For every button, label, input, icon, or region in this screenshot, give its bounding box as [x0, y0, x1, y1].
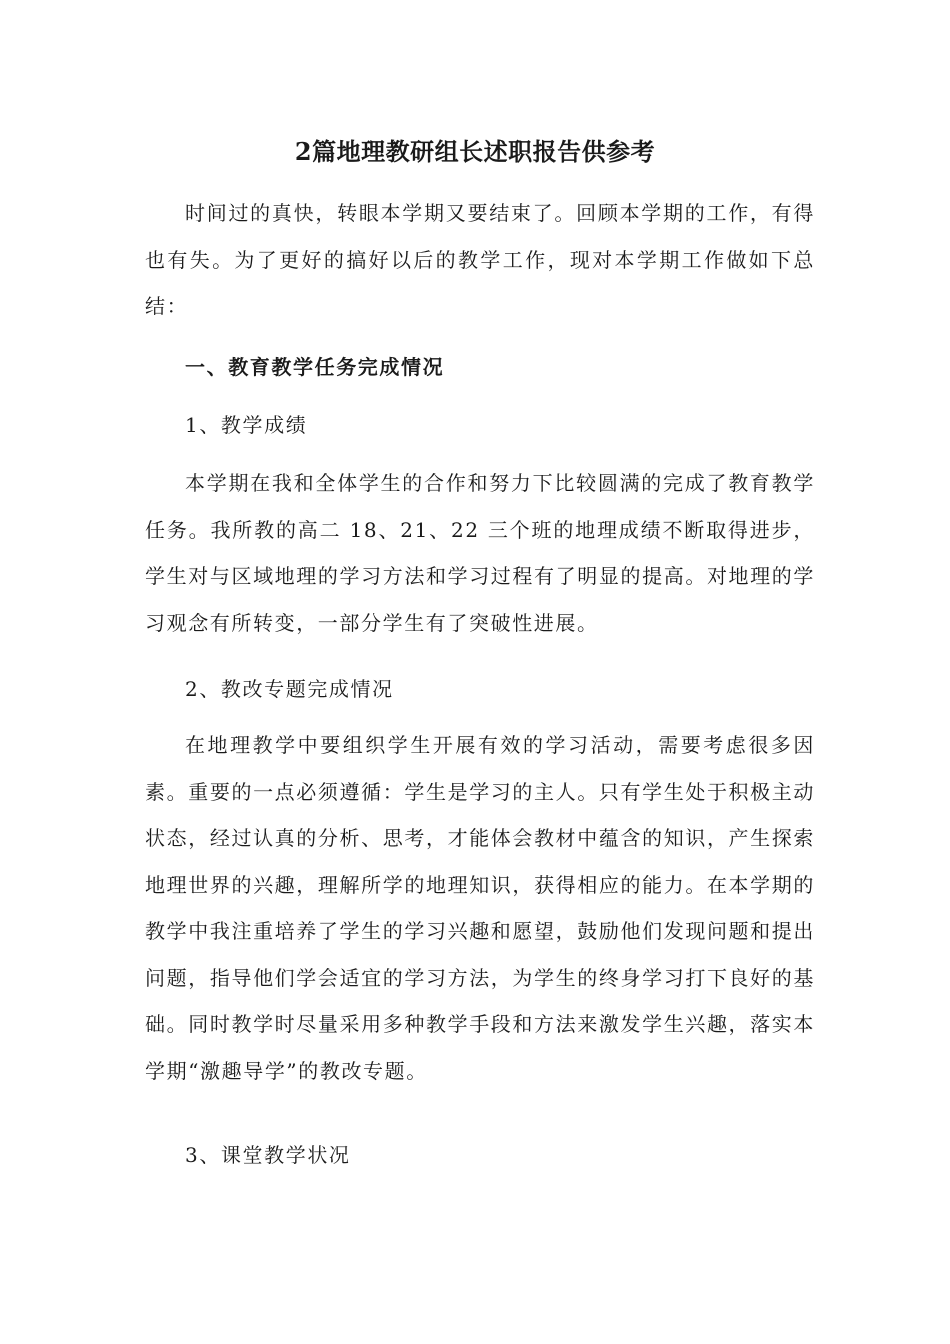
intro-paragraph: 时间过的真快，转眼本学期又要结束了。回顾本学期的工作，有得也有失。为了更好的搞好以后的教学工作，现对本学期工作做如下总结： [145, 201, 815, 318]
document-title: 2篇地理教研组长述职报告供参考 [294, 137, 656, 166]
subsection-3-heading: 3、课堂教学状况 [185, 1143, 351, 1167]
subsection-1-paragraph: 本学期在我和全体学生的合作和努力下比较圆满的完成了教育教学任务。我所教的高二 18、21、22 三个班的地理成绩不断取得进步，学生对与区域地理的学习方法和学习过程有了明显的提高。对地理的学习观念有所转变，一部分学生有了突破性进展。 [145, 471, 815, 635]
subsection-2-heading: 2、教改专题完成情况 [185, 677, 394, 701]
subsection-2-paragraph: 在地理教学中要组织学生开展有效的学习活动，需要考虑很多因素。重要的一点必须遵循：学生是学习的主人。只有学生处于积极主动状态，经过认真的分析、思考，才能体会教材中蕴含的知识，产生探索地理世界的兴趣，理解所学的地理知识，获得相应的能力。在本学期的教学中我注重培养了学生的学习兴趣和愿望，鼓励他们发现问题和提出问题，指导他们学会适宜的学习方法，为学生的终身学习打下良好的基础。同时教学时尽量采用多种教学手段和方法来激发学生兴趣，落实本学期“激趣导学”的教改专题。 [145, 733, 815, 1083]
section-1-heading: 一、教育教学任务完成情况 [185, 355, 445, 379]
subsection-1-heading: 1、教学成绩 [185, 413, 308, 437]
